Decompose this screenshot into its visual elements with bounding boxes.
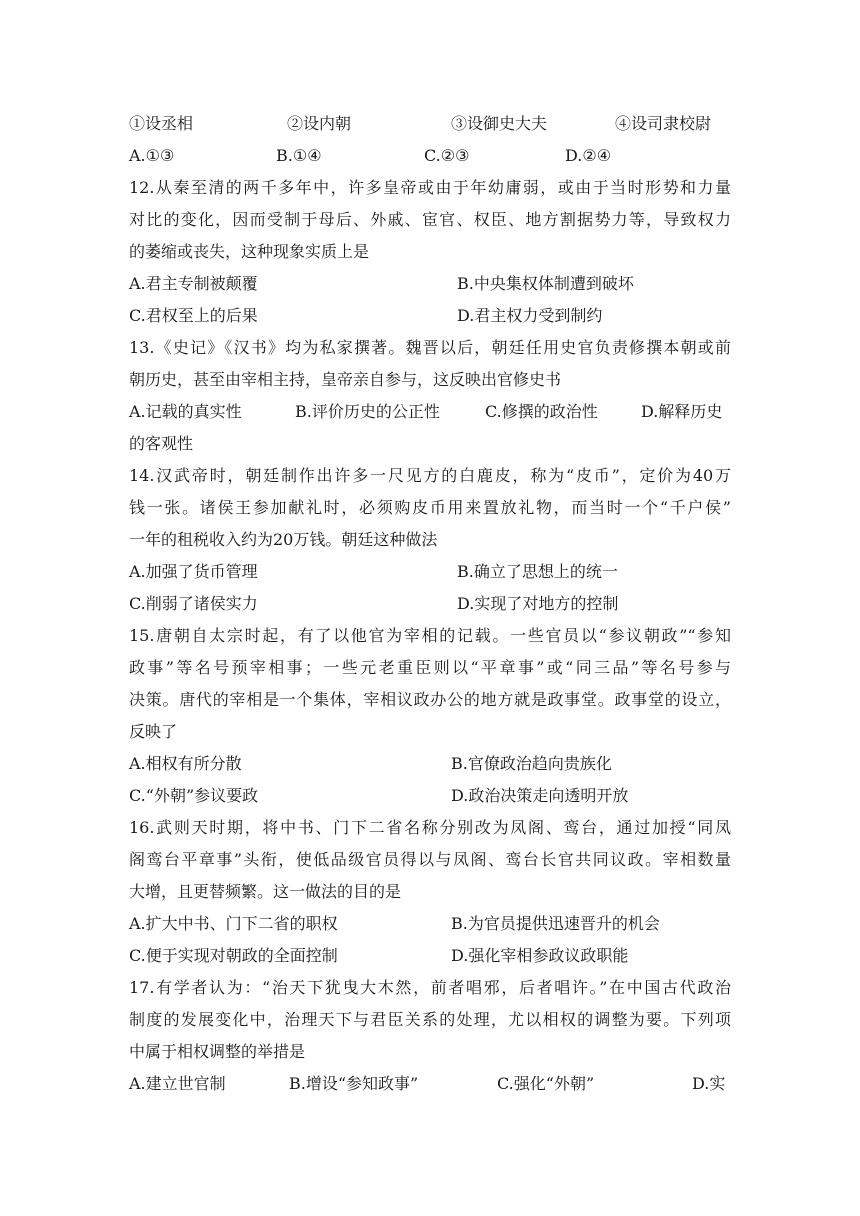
q16-stem-line: 大增，且更替频繁。这一做法的目的是 [129, 882, 402, 901]
q15-stem-line: 15.唐朝自太宗时起，有了以他官为宰相的记载。一些官员以“参议朝政”“参知 [129, 626, 731, 645]
q12-stem-line: 的萎缩或丧失，这种现象实质上是 [129, 242, 370, 261]
q13-stem-line: 朝历史，甚至由宰相主持，皇帝亲自参与，这反映出官修史书 [129, 370, 562, 389]
q15-option-a: A.相权有所分散 [129, 754, 242, 773]
q15-stem-line: 决策。唐代的宰相是一个集体，宰相议政办公的地方就是政事堂。政事堂的设立， [129, 690, 731, 709]
q17-option-a: A.建立世官制 [129, 1074, 226, 1093]
q17-option-b: B.增设“参知政事” [289, 1074, 419, 1093]
q11-option-b: B.①④ [276, 146, 322, 165]
q15-stem-line: 反映了 [129, 722, 178, 741]
q11-option-d: D.②④ [565, 146, 612, 165]
q15-stem-line: 政事”等名号预宰相事；一些元老重臣则以“平章事”或“同三品”等名号参与 [129, 658, 731, 677]
q16-option-c: C.便于实现对朝政的全面控制 [129, 946, 338, 965]
q12-option-d: D.君主权力受到制约 [457, 306, 603, 325]
q14-stem-line: 一年的租税收入约为20万钱。朝廷这种做法 [129, 530, 438, 549]
q14-stem-line: 钱一张。诸侯王参加献礼时，必须购皮币用来置放礼物，而当时一个“千户侯” [129, 498, 731, 517]
q17-option-d: D.实 [692, 1074, 726, 1093]
q16-stem-line: 16.武则天时期，将中书、门下二省名称分别改为凤阁、鸾台，通过加授“同凤 [129, 818, 731, 837]
q13-option-b: B.评价历史的公正性 [295, 402, 440, 421]
q12-option-a: A.君主专制被颠覆 [129, 274, 258, 293]
q17-stem-line: 17.有学者认为：“治天下犹曳大木然，前者唱邪，后者唱许。”在中国古代政治 [129, 978, 731, 997]
q16-option-d: D.强化宰相参政议政职能 [451, 946, 629, 965]
q14-option-d: D.实现了对地方的控制 [457, 594, 619, 613]
q14-stem-line: 14.汉武帝时，朝廷制作出许多一尺见方的白鹿皮，称为“皮币”，定价为40万 [129, 466, 731, 485]
q16-stem-line: 阁鸾台平章事”头衔，使低品级官员得以与凤阁、鸾台长官共同议政。宰相数量 [129, 850, 731, 869]
q14-option-b: B.确立了思想上的统一 [457, 562, 618, 581]
q13-stem-line: 13.《史记》《汉书》均为私家撰著。魏晋以后，朝廷任用史官负责修撰本朝或前 [129, 338, 731, 357]
q11-option-a: A.①③ [129, 146, 175, 165]
q12-option-b: B.中央集权体制遭到破坏 [457, 274, 634, 293]
q15-option-c: C.“外朝”参议要政 [129, 786, 259, 805]
q11-item-3: ③设御史大夫 [451, 114, 548, 133]
q13-option-c: C.修撰的政治性 [485, 402, 598, 421]
q13-option-d: D.解释历史 [641, 402, 723, 421]
q16-option-b: B.为官员提供迅速晋升的机会 [451, 914, 660, 933]
q11-item-2: ②设内朝 [287, 114, 352, 133]
q14-option-a: A.加强了货币管理 [129, 562, 258, 581]
q11-option-c: C.②③ [424, 146, 470, 165]
q17-stem-line: 制度的发展变化中，治理天下与君臣关系的处理，尤以相权的调整为要。下列项 [129, 1010, 731, 1029]
q17-stem-line: 中属于相权调整的举措是 [129, 1042, 306, 1061]
q16-option-a: A.扩大中书、门下二省的职权 [129, 914, 338, 933]
q12-stem-line: 12.从秦至清的两千多年中，许多皇帝或由于年幼庸弱，或由于当时形势和力量 [129, 178, 731, 197]
q17-option-c: C.强化“外朝” [497, 1074, 595, 1093]
q13-option-a: A.记载的真实性 [129, 402, 242, 421]
q12-stem-line: 对比的变化，因而受制于母后、外戚、宦官、权臣、地方割据势力等，导致权力 [129, 210, 731, 229]
q15-option-d: D.政治决策走向透明开放 [451, 786, 629, 805]
q11-item-1: ①设丞相 [129, 114, 194, 133]
q14-option-c: C.削弱了诸侯实力 [129, 594, 258, 613]
q13-option-d-wrap: 的客观性 [129, 434, 194, 453]
q15-option-b: B.官僚政治趋向贵族化 [451, 754, 612, 773]
q11-item-4: ④设司隶校尉 [615, 114, 712, 133]
q12-option-c: C.君权至上的后果 [129, 306, 258, 325]
